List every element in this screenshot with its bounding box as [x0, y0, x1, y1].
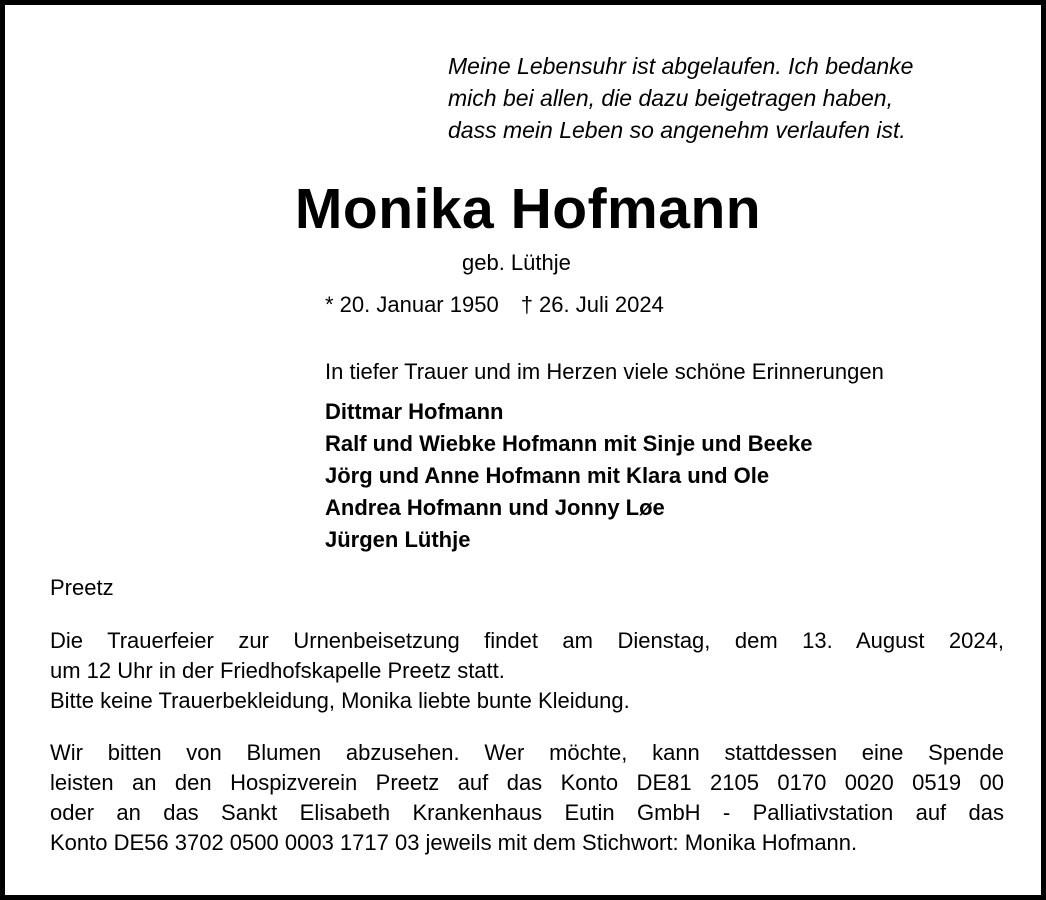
mourner-name: Jürgen Lüthje	[325, 527, 471, 552]
maiden-name: geb. Lüthje	[462, 250, 571, 275]
donation-paragraph	[50, 738, 1004, 858]
birth-date: * 20. Januar 1950	[325, 292, 499, 317]
ceremony-paragraph	[50, 626, 1004, 716]
place-name: Preetz	[50, 575, 114, 600]
mourner-name: Jörg und Anne Hofmann mit Klara und Ole	[325, 463, 770, 488]
deceased-name: Monika Hofmann	[294, 177, 762, 241]
ceremony-line: Bitte keine Trauerbekleidung, Monika liebte bunte Kleidung.	[50, 688, 630, 713]
life-dates	[325, 290, 664, 320]
mourners-list	[325, 396, 813, 556]
ceremony-line: Die Trauerfeier zur Urnenbeisetzung findet am Dienstag, dem 13. August 2024,	[50, 628, 1004, 653]
donation-line: Konto DE56 3702 0500 0003 1717 03 jeweils mit dem Stichwort: Monika Hofmann.	[50, 830, 858, 855]
donation-line: oder an das Sankt Elisabeth Krankenhaus Eutin GmbH - Palliativstation auf das	[50, 800, 1004, 825]
donation-line: leisten an den Hospizverein Preetz auf das Konto DE81 2105 0170 0020 0519 00	[50, 770, 1004, 795]
mourner-name: Andrea Hofmann und Jonny Løe	[325, 495, 665, 520]
quote-line: dass mein Leben so angenehm verlaufen ist.	[448, 117, 906, 143]
donation-line: Wir bitten von Blumen abzusehen. Wer möchte, kann stattdessen eine Spende	[50, 740, 1004, 765]
death-date: † 26. Juli 2024	[520, 292, 664, 317]
mourner-name: Ralf und Wiebke Hofmann mit Sinje und Beeke	[325, 431, 813, 456]
mourner-name: Dittmar Hofmann	[325, 399, 504, 424]
mourning-line: In tiefer Trauer und im Herzen viele schöne Erinnerungen	[325, 359, 884, 384]
quote-block	[448, 50, 913, 146]
ceremony-line: um 12 Uhr in der Friedhofskapelle Preetz statt.	[50, 658, 505, 683]
quote-line: Meine Lebensuhr ist abgelaufen. Ich bedanke	[448, 53, 914, 79]
quote-line: mich bei allen, die dazu beigetragen haben,	[448, 85, 893, 111]
